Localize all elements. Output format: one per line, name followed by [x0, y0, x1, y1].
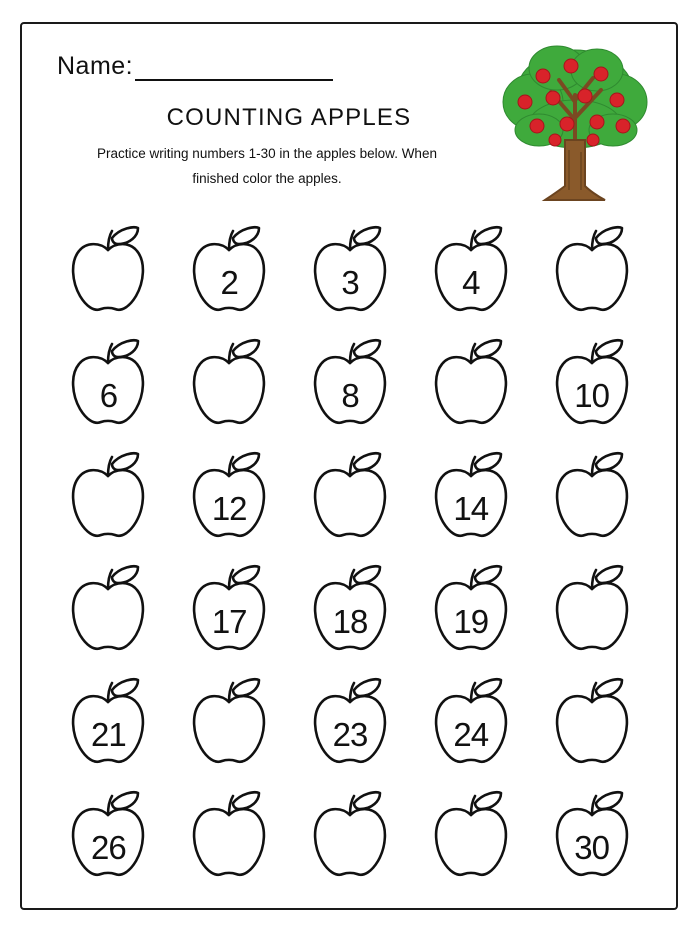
apple-cell[interactable] — [410, 220, 531, 333]
apple-number: 26 — [91, 829, 126, 866]
instructions-line-1: Practice writing numbers 1-30 in the apples below. When — [97, 146, 437, 161]
apple-number: 24 — [453, 716, 489, 753]
apple-outline-icon — [298, 561, 402, 665]
apple-outline-icon — [298, 674, 402, 778]
apple-cell[interactable] — [531, 446, 652, 559]
apple-cell[interactable] — [48, 220, 169, 333]
apple-outline-icon — [298, 448, 402, 552]
apple-cell[interactable] — [290, 672, 411, 785]
name-label: Name: — [57, 52, 134, 80]
apple-cell[interactable] — [169, 672, 290, 785]
apple-cell[interactable] — [48, 446, 169, 559]
apple-number: 14 — [453, 490, 489, 527]
apple-tree-illustration — [497, 40, 652, 212]
apple-cell[interactable] — [410, 333, 531, 446]
apple-tree-icon — [497, 40, 652, 212]
apple-cell[interactable] — [410, 446, 531, 559]
name-write-line[interactable] — [135, 57, 333, 81]
apple-outline-icon — [419, 561, 523, 665]
apple-number: 30 — [574, 829, 609, 866]
apple-outline-icon — [177, 674, 281, 778]
page-title: COUNTING APPLES — [166, 104, 412, 131]
apple-number: 12 — [211, 490, 247, 527]
apple-outline-icon — [177, 448, 281, 552]
apple-cell[interactable] — [169, 446, 290, 559]
instructions-line-2: finished color the apples. — [192, 170, 342, 186]
apple-number: 4 — [462, 264, 480, 301]
apple-outline-icon — [56, 448, 160, 552]
apple-cell[interactable] — [531, 785, 652, 898]
apple-cell[interactable] — [531, 672, 652, 785]
apple-outline-icon — [540, 448, 644, 552]
apple-outline-icon — [419, 787, 523, 891]
name-field-row — [57, 52, 333, 81]
apple-cell[interactable] — [48, 672, 169, 785]
apple-cell[interactable] — [48, 333, 169, 446]
apple-cell[interactable] — [531, 559, 652, 672]
apple-cell[interactable] — [531, 220, 652, 333]
apple-number: 2 — [220, 264, 238, 301]
apple-outline-icon — [419, 335, 523, 439]
apple-outline-icon — [419, 674, 523, 778]
apple-cell[interactable] — [48, 785, 169, 898]
apple-number: 10 — [574, 377, 609, 414]
apple-outline-icon — [177, 335, 281, 439]
apple-outline-icon — [540, 335, 644, 439]
apple-number: 8 — [341, 377, 359, 414]
apple-outline-icon — [540, 561, 644, 665]
apple-outline-icon — [177, 787, 281, 891]
apple-cell[interactable] — [290, 785, 411, 898]
apple-outline-icon — [540, 674, 644, 778]
apple-outline-icon — [298, 787, 402, 891]
apple-outline-icon — [540, 787, 644, 891]
apple-outline-icon — [177, 222, 281, 326]
worksheet-page — [20, 22, 678, 910]
apple-number: 23 — [332, 716, 368, 753]
apple-outline-icon — [298, 335, 402, 439]
apple-cell[interactable] — [410, 785, 531, 898]
apple-number: 18 — [332, 603, 368, 640]
apple-outline-icon — [419, 222, 523, 326]
apple-outline-icon — [298, 222, 402, 326]
apple-cell[interactable] — [169, 785, 290, 898]
apple-cell[interactable] — [290, 333, 411, 446]
apple-outline-icon — [540, 222, 644, 326]
apple-outline-icon — [177, 561, 281, 665]
apple-outline-icon — [56, 674, 160, 778]
apple-cell[interactable] — [290, 220, 411, 333]
apple-number: 3 — [341, 264, 359, 301]
apple-cell[interactable] — [48, 559, 169, 672]
apple-outline-icon — [419, 448, 523, 552]
apple-cell[interactable] — [169, 559, 290, 672]
apple-outline-icon — [56, 335, 160, 439]
apple-number: 17 — [211, 603, 247, 640]
apple-number: 19 — [453, 603, 489, 640]
apple-number: 6 — [99, 377, 118, 414]
apple-cell[interactable] — [290, 446, 411, 559]
apple-cell[interactable] — [410, 672, 531, 785]
apple-number: 21 — [91, 716, 126, 753]
apple-grid — [48, 220, 652, 898]
instructions — [52, 142, 482, 192]
apple-outline-icon — [56, 561, 160, 665]
apple-outline-icon — [56, 222, 160, 326]
apple-cell[interactable] — [169, 220, 290, 333]
apple-cell[interactable] — [531, 333, 652, 446]
apple-cell[interactable] — [290, 559, 411, 672]
apple-cell[interactable] — [169, 333, 290, 446]
apple-outline-icon — [56, 787, 160, 891]
apple-cell[interactable] — [410, 559, 531, 672]
